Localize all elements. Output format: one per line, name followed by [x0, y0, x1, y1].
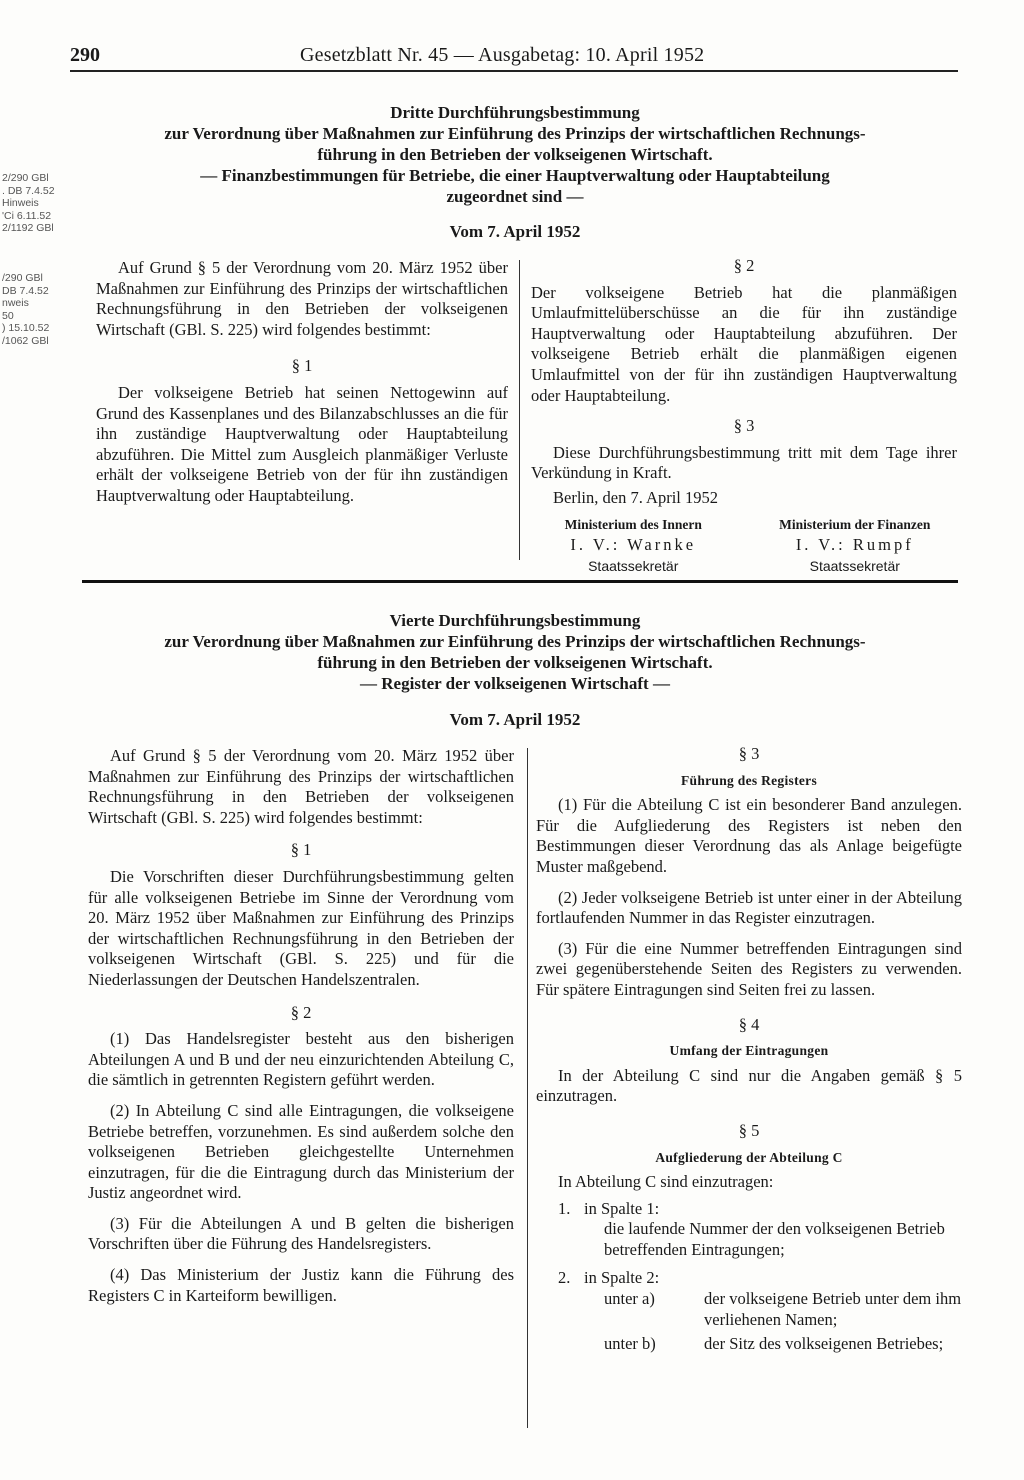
list-item	[536, 1268, 962, 1289]
section2-para5-heading: Aufgliederung der Abteilung C	[655, 1149, 843, 1165]
section2-para3-heading: Führung des Registers	[680, 772, 818, 788]
section2-para1-text: Die Vorschriften dieser Durchführungsbestimmung gelten für alle volkseigenen Betriebe im Sinne der Verordnung vom 20. März 1952 über Maßnahmen zur Einführung des Prinzips der wirtschaftlichen Rechnungsführung in den Betrieben der volkseigenen Wirtschaft (GBl. S. 225) und für die Niederlassungen der Deutschen Handelszentralen.	[88, 866, 514, 989]
signatory-name: I. V.: Warnke	[570, 535, 697, 555]
section1-para3-text: Diese Durchführungsbestimmung tritt mit dem Tage ihrer Verkündung in Kraft.	[531, 442, 957, 483]
section2-left-column	[88, 746, 514, 1306]
sub-item-text: der Sitz des volkseigenen Betriebes;	[704, 1334, 944, 1354]
title-line: führung in den Betrieben der volkseigenen Wirtschaft.	[317, 653, 713, 672]
section2-para2-item: (2) In Abteilung C sind alle Eintragungen, die volkseigene Betriebe betreffen, vorzunehmen. Es sind außerdem solche den volkseigenen Betrieben gleichgestellte Unternehmen einzutragen, für die die Eintragung durch das Ministerium der Justiz angeordnet wird.	[88, 1100, 514, 1203]
title-line: zur Verordnung über Maßnahmen zur Einführung des Prinzips der wirtschaftlichen Rechnungs-	[164, 632, 866, 651]
section2-para3-item: (2) Jeder volkseigene Betrieb ist unter einer in der Abteilung fortlaufenden Nummer in das Register einzutragen.	[536, 887, 962, 928]
signature-finance	[753, 515, 957, 577]
section2-title	[70, 610, 960, 694]
signatory-name: I. V.: Rumpf	[795, 535, 914, 555]
section1-left-column	[96, 258, 508, 507]
section2-para1-sign: § 1	[290, 840, 312, 860]
sub-item-label: unter b)	[604, 1334, 656, 1354]
section2-para2-item: (3) Für die Abteilungen A und B gelten die bisherigen Vorschriften über die Führung des Handelsregisters.	[88, 1213, 514, 1254]
margin-note-line: DB 7.4.52	[2, 284, 49, 297]
signatory-role: Staatssekretär	[588, 557, 679, 574]
section1-title	[70, 102, 960, 207]
section1-date: Vom 7. April 1952	[449, 222, 581, 241]
title-line: — Register der volkseigenen Wirtschaft —	[360, 674, 670, 693]
sub-item-label: unter a)	[604, 1289, 655, 1309]
section1-para2-sign: § 2	[733, 256, 755, 275]
section2-para3-item: (3) Für die eine Nummer betreffenden Eintragungen sind zwei gegenüberstehende Seiten des Registers zu verwenden. Für spätere Eintragungen sind Seiten frei zu lassen.	[536, 938, 962, 999]
section1-para1-sign: § 1	[291, 356, 313, 376]
margin-note-line: ) 15.10.52	[2, 322, 50, 334]
header-rule	[70, 70, 958, 72]
section2-para5-sign: § 5	[738, 1120, 760, 1140]
margin-note-line: /1062 GBl	[2, 334, 49, 347]
page-number: 290	[70, 44, 100, 66]
signatory-role: Staatssekretär	[809, 557, 900, 574]
margin-note-1	[2, 172, 55, 235]
ministry-name: Ministerium der Finanzen	[779, 516, 931, 532]
section1-para1-text: Der volkseigene Betrieb hat seinen Nettogewinn auf Grund des Kassenplanes und des Bilanzabschlusses an die für ihn zuständige Hauptverwaltung oder Hauptabteilung abzuführen. Die Mittel zum Ausgleich planmäßiger Verluste erhält der volkseigene Betrieb von der für ihn zuständigen Hauptverwaltung oder Hauptabteilung.	[96, 382, 508, 505]
list-item	[536, 1199, 962, 1220]
margin-note-2	[2, 272, 49, 347]
place-date: Berlin, den 7. April 1952	[553, 487, 718, 507]
signature-interior	[531, 515, 735, 577]
signature-block	[531, 515, 957, 577]
section2-para2-item: (1) Das Handelsregister besteht aus den bisherigen Abteilungen A und B und der neu einzurichtenden Abteilung C, die sämtlich in getrennten Registern geführt werden.	[88, 1029, 514, 1090]
list-item-text: die laufende Nummer der den volkseigenen Betrieb betreffenden Eintragungen;	[604, 1219, 945, 1259]
section2-para4-sign: § 4	[738, 1014, 760, 1034]
section2-para4-heading: Umfang der Eintragungen	[669, 1043, 829, 1059]
sub-item-text: der volkseigene Betrieb unter dem ihm verliehenen Namen;	[704, 1289, 962, 1329]
list-sub-item	[536, 1289, 962, 1330]
list-sub-item	[536, 1334, 962, 1355]
title-line: — Finanzbestimmungen für Betriebe, die einer Hauptverwaltung oder Hauptabteilung	[200, 166, 830, 185]
section2-intro: Auf Grund § 5 der Verordnung vom 20. März 1952 über Maßnahmen zur Einführung des Prinzips der wirtschaftlichen Rechnungsführung in den Betrieben der volkseigenen Wirtschaft (GBl. S. 225) wird folgendes bestimmt:	[88, 746, 514, 827]
section1-column-divider	[519, 260, 520, 560]
list-number: 1.	[558, 1198, 571, 1218]
section2-para4-text: In der Abteilung C sind nur die Angaben gemäß § 5 einzutragen.	[536, 1065, 962, 1106]
margin-note-line: /290 GBl	[2, 272, 43, 284]
margin-note-line: Hinweis	[2, 197, 39, 209]
section2-date: Vom 7. April 1952	[449, 710, 581, 729]
title-line: Vierte Durchführungsbestimmung	[389, 611, 641, 630]
running-title: Gesetzblatt Nr. 45 — Ausgabetag: 10. April 1952	[300, 44, 705, 66]
list-number: 2.	[558, 1268, 571, 1288]
section1-right-column	[531, 256, 957, 576]
list-label: in Spalte 2:	[584, 1268, 660, 1288]
margin-note-line: 2/1192 GBl	[2, 222, 54, 234]
section1-para3-sign: § 3	[733, 416, 755, 436]
title-line: Dritte Durchführungsbestimmung	[390, 103, 640, 122]
margin-note-line: 50	[2, 309, 14, 322]
margin-note-line: 2/290 GBl	[2, 172, 49, 184]
title-line: führung in den Betrieben der volkseigenen Wirtschaft.	[317, 145, 713, 164]
section2-para2-sign: § 2	[290, 1002, 312, 1022]
ministry-name: Ministerium des Innern	[564, 516, 702, 532]
section2-para3-sign: § 3	[738, 744, 760, 763]
section1-intro: Auf Grund § 5 der Verordnung vom 20. März 1952 über Maßnahmen zur Einführung des Prinzips der wirtschaftlichen Rechnungsführung in den Betrieben der volkseigenen Wirtschaft (GBl. S. 225) wird folgendes bestimmt:	[96, 258, 508, 339]
page-header	[60, 44, 960, 74]
title-line: zur Verordnung über Maßnahmen zur Einführung des Prinzips der wirtschaftlichen Rechnungs-	[164, 124, 866, 143]
list-label: in Spalte 1:	[584, 1198, 660, 1218]
section2-para5-intro: In Abteilung C sind einzutragen:	[558, 1172, 774, 1192]
section1-para2-text: Der volkseigene Betrieb hat die planmäßigen Umlaufmittelüberschüsse an die für ihn zuständige Hauptverwaltung oder Hauptabteilung abzuführen. Der volkseigene Betrieb erhält die planmäßigen eigenen Umlaufmittel von der für ihn zuständigen Hauptverwaltung oder Hauptabteilung.	[531, 282, 957, 405]
margin-note-line: nweis	[2, 297, 29, 309]
section2-para3-item: (1) Für die Abteilung C ist ein besonderer Band anzulegen. Für die Aufgliederung des Registers ist neben den Bestimmungen dieser Verordnung das als Anlage beigefügte Muster maßgebend.	[536, 795, 962, 876]
section2-right-column	[536, 744, 962, 1355]
margin-note-line: 'Ci 6.11.52	[2, 209, 52, 222]
title-line: zugeordnet sind —	[446, 187, 584, 206]
section2-para2-item: (4) Das Ministerium der Justiz kann die Führung des Registers C in Karteiform bewilligen.	[88, 1265, 514, 1305]
section-separator	[82, 580, 958, 583]
margin-note-line: . DB 7.4.52	[2, 184, 55, 197]
section2-column-divider	[527, 748, 528, 1428]
